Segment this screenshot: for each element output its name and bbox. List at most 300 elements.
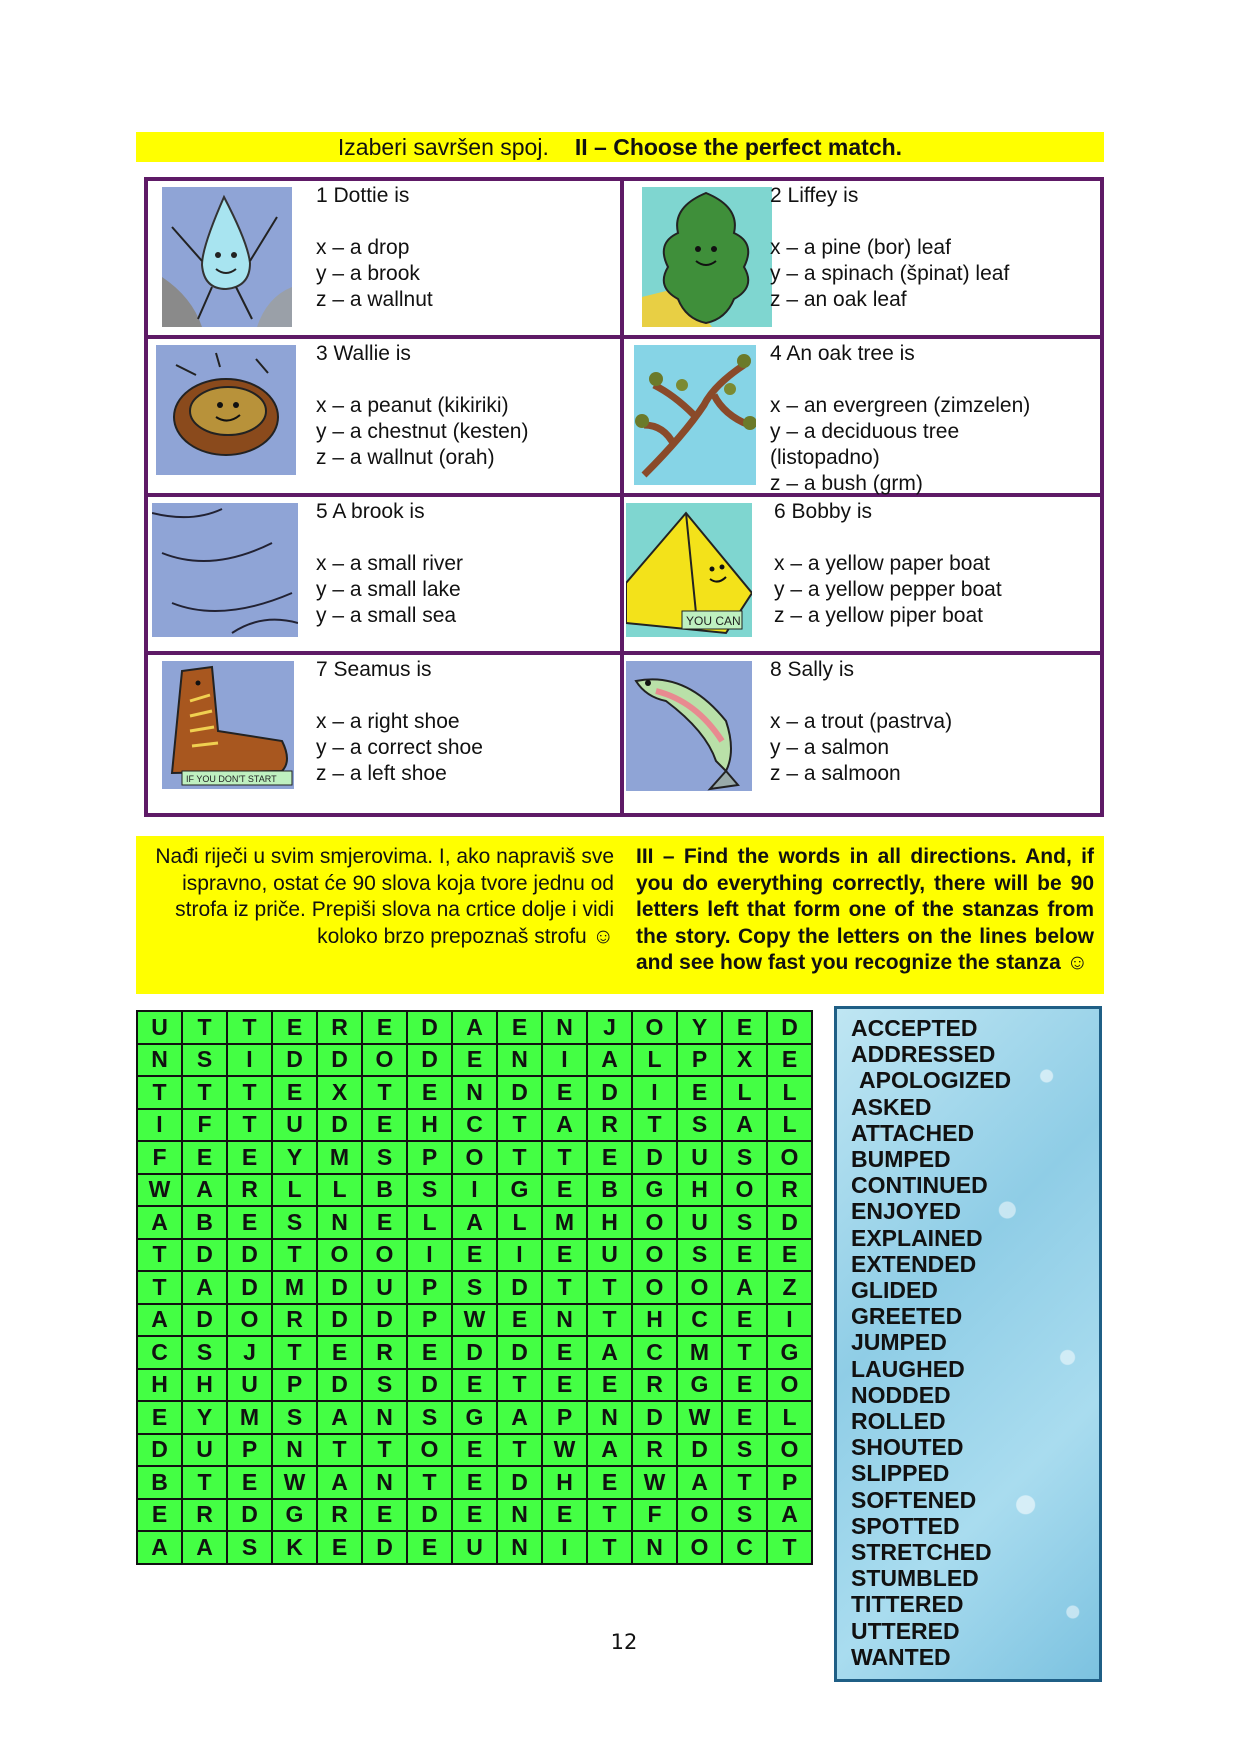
grid-letter[interactable]: P — [542, 1401, 587, 1434]
instructions-croatian: Nađi riječi u svim smjerovima. I, ako napraviš sve ispravno, ostat će 90 slova koja tvore jednu od strofa iz priče. Prepiši slova na crtice dolje i vidi koloko brzo prepoznaš strofu ☺ — [155, 845, 614, 948]
question-3 — [148, 339, 624, 497]
grid-letter[interactable]: A — [182, 1531, 227, 1564]
grid-letter[interactable]: A — [452, 1206, 497, 1239]
grid-letter[interactable]: W — [272, 1466, 317, 1499]
grid-letter[interactable]: K — [272, 1531, 317, 1564]
grid-letter[interactable]: R — [182, 1499, 227, 1532]
grid-letter[interactable]: O — [632, 1011, 677, 1044]
grid-letter[interactable]: D — [407, 1499, 452, 1532]
grid-letter[interactable]: D — [317, 1044, 362, 1077]
grid-letter[interactable]: S — [722, 1499, 767, 1532]
grid-letter[interactable]: B — [587, 1174, 632, 1207]
grid-letter[interactable]: A — [317, 1401, 362, 1434]
grid-letter[interactable]: S — [227, 1531, 272, 1564]
grid-letter[interactable]: O — [767, 1369, 812, 1402]
grid-letter[interactable]: H — [137, 1369, 182, 1402]
grid-letter[interactable]: A — [767, 1499, 812, 1532]
grid-letter[interactable]: N — [362, 1401, 407, 1434]
grid-letter[interactable]: E — [407, 1531, 452, 1564]
grid-letter[interactable]: D — [407, 1011, 452, 1044]
word-list-item: CONTINUED — [851, 1172, 988, 1199]
grid-letter[interactable]: H — [677, 1174, 722, 1207]
grid-letter[interactable]: F — [137, 1141, 182, 1174]
grid-letter[interactable]: M — [227, 1401, 272, 1434]
grid-letter[interactable]: E — [452, 1434, 497, 1467]
grid-letter[interactable]: T — [227, 1109, 272, 1142]
grid-letter[interactable]: T — [272, 1239, 317, 1272]
grid-letter[interactable]: U — [137, 1011, 182, 1044]
grid-letter[interactable]: C — [677, 1304, 722, 1337]
grid-letter[interactable]: X — [317, 1076, 362, 1109]
grid-letter[interactable]: T — [182, 1466, 227, 1499]
grid-letter[interactable]: M — [317, 1141, 362, 1174]
grid-letter[interactable]: E — [362, 1011, 407, 1044]
option-y: y – a chestnut (kesten) — [316, 420, 529, 443]
grid-letter[interactable]: O — [632, 1271, 677, 1304]
grid-letter[interactable]: R — [362, 1336, 407, 1369]
grid-letter[interactable]: T — [587, 1271, 632, 1304]
grid-letter[interactable]: U — [272, 1109, 317, 1142]
grid-letter[interactable]: I — [452, 1174, 497, 1207]
grid-letter[interactable]: S — [407, 1174, 452, 1207]
grid-letter[interactable]: T — [407, 1466, 452, 1499]
section2-heading-en: II – Choose the perfect match. — [574, 134, 903, 160]
grid-letter[interactable]: D — [182, 1239, 227, 1272]
grid-letter[interactable]: O — [362, 1044, 407, 1077]
grid-letter[interactable]: E — [362, 1206, 407, 1239]
grid-letter[interactable]: S — [272, 1401, 317, 1434]
option-x: x – a trout (pastrva) — [770, 710, 953, 733]
question-text: 1 Dottie is — [316, 184, 410, 207]
grid-letter[interactable]: R — [587, 1109, 632, 1142]
grid-letter[interactable]: N — [497, 1531, 542, 1564]
grid-letter[interactable]: D — [227, 1239, 272, 1272]
grid-letter[interactable]: P — [767, 1466, 812, 1499]
grid-letter[interactable]: D — [407, 1044, 452, 1077]
grid-row — [137, 1466, 812, 1499]
grid-letter[interactable]: I — [542, 1531, 587, 1564]
grid-letter[interactable]: U — [452, 1531, 497, 1564]
grid-letter[interactable]: R — [632, 1434, 677, 1467]
option-y: y – a small lake — [316, 578, 461, 601]
grid-letter[interactable]: L — [767, 1076, 812, 1109]
grid-letter[interactable]: O — [362, 1239, 407, 1272]
grid-letter[interactable]: U — [677, 1141, 722, 1174]
grid-letter[interactable]: I — [407, 1239, 452, 1272]
grid-letter[interactable]: D — [272, 1044, 317, 1077]
grid-letter[interactable]: N — [497, 1499, 542, 1532]
grid-letter[interactable]: G — [677, 1369, 722, 1402]
grid-letter[interactable]: E — [137, 1401, 182, 1434]
grid-letter[interactable]: C — [137, 1336, 182, 1369]
grid-letter[interactable]: S — [362, 1141, 407, 1174]
grid-letter[interactable]: G — [497, 1174, 542, 1207]
grid-letter[interactable]: C — [632, 1336, 677, 1369]
grid-letter[interactable]: E — [272, 1076, 317, 1109]
grid-letter[interactable]: A — [137, 1531, 182, 1564]
grid-letter[interactable]: A — [137, 1206, 182, 1239]
grid-letter[interactable]: T — [227, 1011, 272, 1044]
grid-letter[interactable]: C — [722, 1531, 767, 1564]
grid-letter[interactable]: L — [272, 1174, 317, 1207]
grid-letter[interactable]: D — [497, 1076, 542, 1109]
grid-letter[interactable]: R — [317, 1011, 362, 1044]
grid-letter[interactable]: E — [407, 1336, 452, 1369]
grid-letter[interactable]: T — [542, 1141, 587, 1174]
grid-letter[interactable]: G — [272, 1499, 317, 1532]
grid-letter[interactable]: T — [722, 1466, 767, 1499]
grid-letter[interactable]: T — [497, 1141, 542, 1174]
grid-letter[interactable]: A — [587, 1434, 632, 1467]
word-list-item: BUMPED — [851, 1146, 951, 1173]
grid-letter[interactable]: D — [587, 1076, 632, 1109]
grid-letter[interactable]: T — [317, 1434, 362, 1467]
grid-letter[interactable]: T — [137, 1239, 182, 1272]
grid-letter[interactable]: D — [497, 1466, 542, 1499]
grid-letter[interactable]: P — [227, 1434, 272, 1467]
grid-letter[interactable]: Y — [272, 1141, 317, 1174]
grid-letter[interactable]: R — [317, 1499, 362, 1532]
grid-letter[interactable]: A — [542, 1109, 587, 1142]
grid-letter[interactable]: E — [227, 1141, 272, 1174]
word-list-item: WANTED — [851, 1643, 951, 1670]
grid-letter[interactable]: E — [722, 1239, 767, 1272]
grid-letter[interactable]: G — [452, 1401, 497, 1434]
grid-letter[interactable]: E — [452, 1044, 497, 1077]
grid-letter[interactable]: E — [137, 1499, 182, 1532]
grid-letter[interactable]: I — [542, 1044, 587, 1077]
grid-letter[interactable]: A — [587, 1336, 632, 1369]
option-z: z – an oak leaf — [770, 288, 907, 311]
grid-letter[interactable]: U — [227, 1369, 272, 1402]
grid-letter[interactable]: B — [182, 1206, 227, 1239]
grid-letter[interactable]: E — [407, 1076, 452, 1109]
word-list-item: ADDRESSED — [851, 1041, 996, 1068]
question-6 — [624, 497, 1100, 655]
oak-tree-picture — [634, 345, 756, 485]
option-x: x – a peanut (kikiriki) — [316, 394, 509, 417]
grid-letter[interactable]: M — [542, 1206, 587, 1239]
grid-letter[interactable]: A — [722, 1109, 767, 1142]
grid-letter[interactable]: O — [722, 1174, 767, 1207]
word-list-item: GREETED — [851, 1303, 963, 1330]
grid-letter[interactable]: O — [677, 1531, 722, 1564]
grid-letter[interactable]: D — [452, 1336, 497, 1369]
grid-letter[interactable]: S — [677, 1109, 722, 1142]
grid-letter[interactable]: R — [767, 1174, 812, 1207]
section3-instructions-band — [136, 836, 1104, 994]
paper-boat-picture — [626, 503, 752, 637]
grid-letter[interactable]: O — [677, 1499, 722, 1532]
grid-letter[interactable]: P — [407, 1141, 452, 1174]
grid-letter[interactable]: P — [407, 1304, 452, 1337]
grid-letter[interactable]: H — [182, 1369, 227, 1402]
grid-letter[interactable]: E — [542, 1336, 587, 1369]
grid-letter[interactable]: B — [137, 1466, 182, 1499]
grid-letter[interactable]: F — [632, 1499, 677, 1532]
grid-letter[interactable]: W — [137, 1174, 182, 1207]
question-2 — [624, 181, 1100, 339]
grid-letter[interactable]: T — [137, 1271, 182, 1304]
grid-letter[interactable]: E — [182, 1141, 227, 1174]
grid-letter[interactable]: E — [542, 1499, 587, 1532]
grid-letter[interactable]: E — [452, 1369, 497, 1402]
grid-letter[interactable]: S — [722, 1141, 767, 1174]
grid-letter[interactable]: J — [227, 1336, 272, 1369]
grid-letter[interactable]: D — [677, 1434, 722, 1467]
grid-letter[interactable]: O — [632, 1206, 677, 1239]
grid-letter[interactable]: D — [227, 1271, 272, 1304]
grid-letter[interactable]: O — [767, 1434, 812, 1467]
grid-letter[interactable]: E — [452, 1466, 497, 1499]
word-list-item: LAUGHED — [851, 1355, 965, 1382]
grid-letter[interactable]: E — [767, 1044, 812, 1077]
grid-letter[interactable]: A — [182, 1271, 227, 1304]
grid-letter[interactable]: Z — [767, 1271, 812, 1304]
grid-letter[interactable]: T — [587, 1531, 632, 1564]
grid-letter[interactable]: P — [677, 1044, 722, 1077]
grid-letter[interactable]: L — [767, 1109, 812, 1142]
grid-letter[interactable]: L — [317, 1174, 362, 1207]
grid-letter[interactable]: I — [497, 1239, 542, 1272]
grid-letter[interactable]: D — [497, 1271, 542, 1304]
grid-letter[interactable]: U — [182, 1434, 227, 1467]
grid-letter[interactable]: E — [587, 1466, 632, 1499]
word-list-item: ROLLED — [851, 1408, 946, 1435]
grid-letter[interactable]: H — [542, 1466, 587, 1499]
grid-letter[interactable]: A — [677, 1466, 722, 1499]
grid-row — [137, 1206, 812, 1239]
grid-letter[interactable]: G — [632, 1174, 677, 1207]
grid-letter[interactable]: D — [767, 1011, 812, 1044]
grid-row — [137, 1434, 812, 1467]
grid-letter[interactable]: H — [632, 1304, 677, 1337]
word-list-item: ACCEPTED — [851, 1015, 978, 1041]
grid-letter[interactable]: T — [722, 1336, 767, 1369]
grid-letter[interactable]: O — [632, 1239, 677, 1272]
grid-letter[interactable]: H — [407, 1109, 452, 1142]
grid-letter[interactable]: X — [722, 1044, 767, 1077]
grid-letter[interactable]: N — [542, 1304, 587, 1337]
grid-letter[interactable]: T — [182, 1076, 227, 1109]
grid-letter[interactable]: L — [767, 1401, 812, 1434]
question-text: 6 Bobby is — [774, 500, 873, 523]
grid-letter[interactable]: R — [272, 1304, 317, 1337]
grid-letter[interactable]: R — [227, 1174, 272, 1207]
grid-letter[interactable]: U — [677, 1206, 722, 1239]
grid-letter[interactable]: L — [722, 1076, 767, 1109]
grid-letter[interactable]: E — [452, 1239, 497, 1272]
grid-letter[interactable]: D — [767, 1206, 812, 1239]
grid-letter[interactable]: A — [317, 1466, 362, 1499]
grid-letter[interactable]: T — [362, 1434, 407, 1467]
option-z: z – a salmoon — [770, 762, 901, 785]
grid-letter[interactable]: E — [722, 1401, 767, 1434]
grid-letter[interactable]: T — [767, 1531, 812, 1564]
grid-letter[interactable]: I — [137, 1109, 182, 1142]
grid-letter[interactable]: G — [767, 1336, 812, 1369]
question-text: 4 An oak tree is — [770, 342, 915, 365]
grid-letter[interactable]: L — [497, 1206, 542, 1239]
grid-letter[interactable]: E — [587, 1369, 632, 1402]
grid-letter[interactable]: O — [452, 1141, 497, 1174]
grid-letter[interactable]: E — [542, 1174, 587, 1207]
option-y: y – a salmon — [770, 736, 890, 759]
grid-letter[interactable]: I — [767, 1304, 812, 1337]
grid-letter[interactable]: N — [272, 1434, 317, 1467]
grid-letter[interactable]: D — [497, 1336, 542, 1369]
drop-picture — [162, 187, 292, 327]
grid-letter[interactable]: F — [182, 1109, 227, 1142]
grid-letter[interactable]: S — [182, 1336, 227, 1369]
grid-letter[interactable]: L — [632, 1044, 677, 1077]
grid-letter[interactable]: D — [317, 1369, 362, 1402]
grid-letter[interactable]: D — [137, 1434, 182, 1467]
grid-letter[interactable]: T — [497, 1434, 542, 1467]
grid-letter[interactable]: O — [677, 1271, 722, 1304]
grid-letter[interactable]: E — [767, 1239, 812, 1272]
grid-letter[interactable]: E — [227, 1206, 272, 1239]
grid-letter[interactable]: M — [272, 1271, 317, 1304]
grid-letter[interactable]: A — [722, 1271, 767, 1304]
grid-letter[interactable]: P — [272, 1369, 317, 1402]
grid-row — [137, 1044, 812, 1077]
grid-letter[interactable]: W — [452, 1304, 497, 1337]
grid-letter[interactable]: E — [227, 1466, 272, 1499]
grid-letter[interactable]: T — [587, 1304, 632, 1337]
grid-letter[interactable]: T — [227, 1076, 272, 1109]
grid-letter[interactable]: S — [362, 1369, 407, 1402]
grid-letter[interactable]: T — [362, 1076, 407, 1109]
grid-letter[interactable]: P — [407, 1271, 452, 1304]
grid-letter[interactable]: O — [767, 1141, 812, 1174]
grid-letter[interactable]: A — [587, 1044, 632, 1077]
grid-letter[interactable]: S — [722, 1434, 767, 1467]
grid-letter[interactable]: S — [182, 1044, 227, 1077]
grid-letter[interactable]: U — [362, 1271, 407, 1304]
grid-letter[interactable]: D — [632, 1401, 677, 1434]
grid-letter[interactable]: A — [452, 1011, 497, 1044]
grid-letter[interactable]: E — [362, 1109, 407, 1142]
grid-letter[interactable]: S — [272, 1206, 317, 1239]
option-z: z – a wallnut — [316, 288, 433, 311]
grid-letter[interactable]: D — [227, 1499, 272, 1532]
grid-letter[interactable]: Y — [182, 1401, 227, 1434]
grid-letter[interactable]: E — [497, 1011, 542, 1044]
grid-letter[interactable]: O — [317, 1239, 362, 1272]
grid-letter[interactable]: E — [542, 1369, 587, 1402]
grid-letter[interactable]: E — [677, 1076, 722, 1109]
word-search-grid — [136, 1010, 813, 1565]
grid-letter[interactable]: I — [632, 1076, 677, 1109]
grid-letter[interactable]: T — [542, 1271, 587, 1304]
word-list-item: SOFTENED — [851, 1486, 977, 1513]
grid-letter[interactable]: W — [632, 1466, 677, 1499]
grid-letter[interactable]: W — [677, 1401, 722, 1434]
grid-letter[interactable]: S — [407, 1401, 452, 1434]
grid-letter[interactable]: E — [722, 1304, 767, 1337]
grid-letter[interactable]: A — [137, 1304, 182, 1337]
grid-letter[interactable]: E — [497, 1304, 542, 1337]
grid-letter[interactable]: O — [227, 1304, 272, 1337]
grid-letter[interactable]: N — [137, 1044, 182, 1077]
grid-row — [137, 1499, 812, 1532]
grid-letter[interactable]: E — [542, 1239, 587, 1272]
grid-letter[interactable]: E — [542, 1076, 587, 1109]
grid-letter[interactable]: N — [317, 1206, 362, 1239]
grid-letter[interactable]: J — [587, 1011, 632, 1044]
grid-row — [137, 1369, 812, 1402]
grid-letter[interactable]: L — [407, 1206, 452, 1239]
grid-letter[interactable]: U — [587, 1239, 632, 1272]
grid-letter[interactable]: A — [182, 1174, 227, 1207]
grid-letter[interactable]: E — [587, 1141, 632, 1174]
grid-letter[interactable]: Y — [677, 1011, 722, 1044]
grid-letter[interactable]: T — [272, 1336, 317, 1369]
grid-letter[interactable]: N — [497, 1044, 542, 1077]
grid-letter[interactable]: N — [632, 1531, 677, 1564]
grid-letter[interactable]: H — [587, 1206, 632, 1239]
grid-letter[interactable]: D — [317, 1109, 362, 1142]
grid-letter[interactable]: D — [632, 1141, 677, 1174]
grid-letter[interactable]: E — [722, 1011, 767, 1044]
grid-letter[interactable]: N — [452, 1076, 497, 1109]
shoe-picture — [162, 661, 294, 789]
grid-letter[interactable]: S — [452, 1271, 497, 1304]
grid-letter[interactable]: E — [272, 1011, 317, 1044]
word-list-item: ENJOYED — [851, 1198, 961, 1225]
grid-letter[interactable]: E — [317, 1336, 362, 1369]
word-list-item: SPOTTED — [851, 1512, 960, 1539]
grid-row — [137, 1011, 812, 1044]
grid-letter[interactable]: N — [542, 1011, 587, 1044]
grid-letter[interactable]: D — [317, 1304, 362, 1337]
grid-letter[interactable]: N — [587, 1401, 632, 1434]
grid-letter[interactable]: T — [497, 1109, 542, 1142]
grid-letter[interactable]: T — [587, 1499, 632, 1532]
question-8 — [624, 655, 1100, 813]
grid-letter[interactable]: I — [227, 1044, 272, 1077]
grid-letter[interactable]: D — [407, 1369, 452, 1402]
grid-letter[interactable]: D — [317, 1271, 362, 1304]
grid-letter[interactable]: N — [362, 1466, 407, 1499]
grid-letter[interactable]: C — [452, 1109, 497, 1142]
grid-letter[interactable]: A — [497, 1401, 542, 1434]
grid-letter[interactable]: W — [542, 1434, 587, 1467]
grid-letter[interactable]: M — [677, 1336, 722, 1369]
grid-letter[interactable]: E — [452, 1499, 497, 1532]
grid-letter[interactable]: S — [677, 1239, 722, 1272]
section2-heading-hr: Izaberi savršen spoj. — [337, 134, 549, 160]
grid-letter[interactable]: D — [362, 1531, 407, 1564]
grid-letter[interactable]: R — [632, 1369, 677, 1402]
grid-letter[interactable]: T — [632, 1109, 677, 1142]
grid-letter[interactable]: T — [497, 1369, 542, 1402]
grid-letter[interactable]: E — [722, 1369, 767, 1402]
grid-letter[interactable]: B — [362, 1174, 407, 1207]
grid-letter[interactable]: D — [362, 1304, 407, 1337]
grid-letter[interactable]: E — [317, 1531, 362, 1564]
grid-letter[interactable]: S — [722, 1206, 767, 1239]
word-list-item: JUMPED — [851, 1329, 947, 1356]
grid-letter[interactable]: E — [362, 1499, 407, 1532]
grid-letter[interactable]: D — [182, 1304, 227, 1337]
word-list-item: SLIPPED — [851, 1460, 950, 1487]
grid-letter[interactable]: O — [407, 1434, 452, 1467]
grid-row — [137, 1271, 812, 1304]
grid-letter[interactable]: T — [182, 1011, 227, 1044]
grid-letter[interactable]: T — [137, 1076, 182, 1109]
